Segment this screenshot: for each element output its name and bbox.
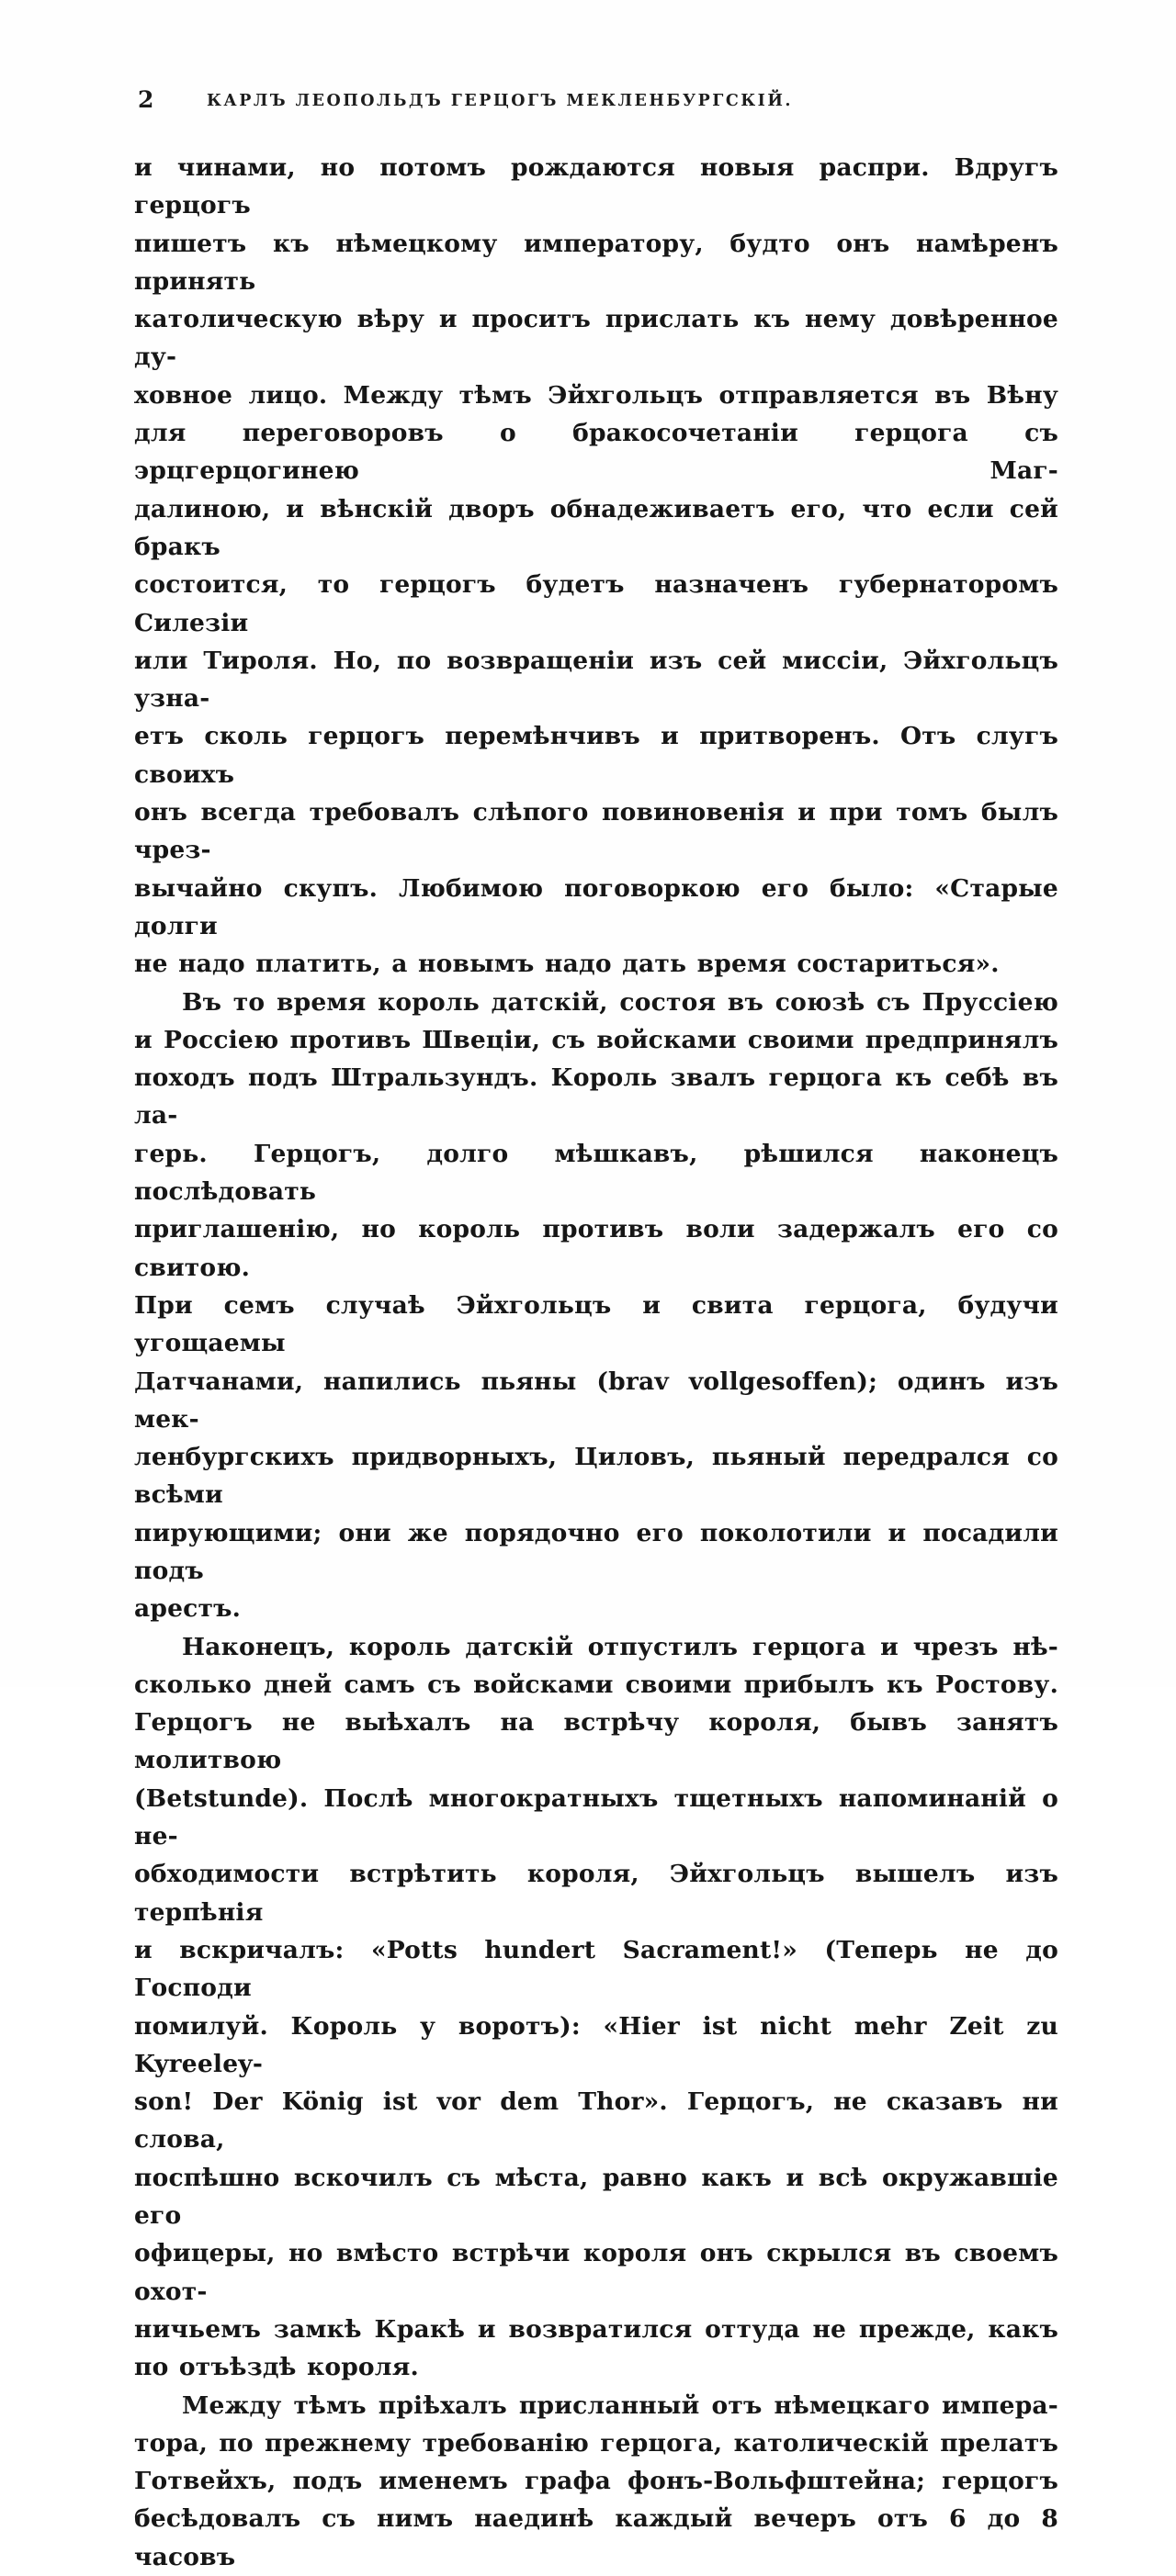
- text-line: помилуй. Король у воротъ): «Hier ist nicht mehr Zeit zu Kyreeley-: [134, 2011, 1058, 2078]
- text-line: приглашенію, но король противъ воли задержалъ его со свитою.: [134, 1215, 1058, 1282]
- text-line: Готвейхъ, подъ именемъ графа фонъ-Вольфштейна; герцогъ: [134, 2467, 1058, 2496]
- text-line: ничьемъ замкѣ Кракѣ и возвратился оттуда не прежде, какъ: [134, 2314, 1058, 2344]
- text-line: етъ сколь герцогъ перемѣнчивъ и притворенъ. Отъ слугъ своихъ: [134, 722, 1058, 789]
- text-line: герь. Герцогъ, долго мѣшкавъ, рѣшился наконецъ послѣдовать: [134, 1139, 1058, 1207]
- text-line: или Тироля. Но, по возвращеніи изъ сей миссіи, Эйхгольцъ узна-: [134, 646, 1058, 714]
- text-line: онъ всегда требовалъ слѣпого повиновенія и при томъ былъ чрез-: [134, 798, 1058, 865]
- page-number: 2: [138, 86, 154, 113]
- paragraph: [134, 984, 1058, 1628]
- text-line: вычайно скупъ. Любимою поговоркою его было: «Старые долги: [134, 873, 1058, 940]
- text-line: и чинами, но потомъ рождаются новыя распри. Вдругъ герцогъ: [134, 153, 1058, 220]
- text-line: и вскричалъ: «Potts hundert Sacrament!» (Теперь не до Господи: [134, 1935, 1058, 2003]
- paragraph: [134, 149, 1058, 984]
- text-line: пишетъ къ нѣмецкому императору, будто онъ намѣренъ принять: [134, 229, 1058, 296]
- paragraph: [134, 1628, 1058, 2387]
- paragraph: [134, 2387, 1058, 2576]
- running-header-title: КАРЛЪ ЛЕОПОЛЬДЪ ГЕРЦОГЪ МЕКЛЕНБУРГСКІЙ.: [207, 92, 793, 110]
- text-line: Въ то время король датскій, состоя въ союзѣ съ Пруссіею: [182, 987, 1058, 1017]
- text-line: При семъ случаѣ Эйхгольцъ и свита герцога, будучи угощаемы: [134, 1290, 1058, 1358]
- text-line: son! Der König ist vor dem Thor». Герцогъ, не сказавъ ни слова,: [134, 2087, 1058, 2154]
- text-line: Между тѣмъ пріѣхалъ присланный отъ нѣмецкаго импера-: [182, 2390, 1058, 2420]
- text-line: Датчанами, напились пьяны (brav vollgesoffen); одинъ изъ мек-: [134, 1367, 1058, 1434]
- text-line: Герцогъ не выѣхалъ на встрѣчу короля, бывъ занятъ молитвою: [134, 1708, 1058, 1775]
- text-line: католическую вѣру и проситъ прислать къ нему довѣренное ду-: [134, 305, 1058, 372]
- text-line: офицеры, но вмѣсто встрѣчи короля онъ скрылся въ своемъ охот-: [134, 2239, 1058, 2306]
- text-line: походъ подъ Штральзундъ. Король звалъ герцога къ себѣ въ ла-: [134, 1063, 1058, 1131]
- text-line: для переговоровъ о бракосочетаніи герцога съ эрцгерцогинею Маг-: [134, 419, 1058, 486]
- text-line: Наконецъ, король датскій отпустилъ герцога и чрезъ нѣ-: [182, 1632, 1058, 1661]
- text-line: ховное лицо. Между тѣмъ Эйхгольцъ отправляется въ Вѣну: [134, 380, 1058, 410]
- text-line: сколько дней самъ съ войсками своими прибылъ къ Ростову.: [134, 1670, 1058, 1699]
- text-line: (Betstunde). Послѣ многократныхъ тщетныхъ напоминаній о не-: [134, 1783, 1058, 1851]
- text-line: обходимости встрѣтить короля, Эйхгольцъ вышелъ изъ терпѣнія: [134, 1860, 1058, 1927]
- text-line: тора, по прежнему требованію герцога, католическій прелатъ: [134, 2428, 1058, 2458]
- text-line: арестъ.: [134, 1594, 242, 1624]
- text-line: по отъѣздѣ короля.: [134, 2353, 419, 2382]
- body-text: [134, 149, 1058, 2576]
- running-head: [134, 86, 1058, 118]
- text-line: поспѣшно вскочилъ съ мѣста, равно какъ и всѣ окружавшіе его: [134, 2163, 1058, 2231]
- text-line: ленбургскихъ придворныхъ, Циловъ, пьяный передрался со всѣми: [134, 1443, 1058, 1510]
- text-line: далиною, и вѣнскій дворъ обнадеживаетъ его, что если сей бракъ: [134, 494, 1058, 561]
- text-line: пирующими; они же порядочно его поколотили и посадили подъ: [134, 1518, 1058, 1585]
- text-line: состоится, то герцогъ будетъ назначенъ губернаторомъ Силезіи: [134, 570, 1058, 637]
- text-line: и Россіею противъ Швеціи, съ войсками своими предпринялъ: [134, 1025, 1058, 1054]
- text-line: не надо платить, а новымъ надо дать время состариться».: [134, 950, 1000, 979]
- text-line: бесѣдовалъ съ нимъ наединѣ каждый вечеръ отъ 6 до 8 часовъ: [134, 2504, 1058, 2571]
